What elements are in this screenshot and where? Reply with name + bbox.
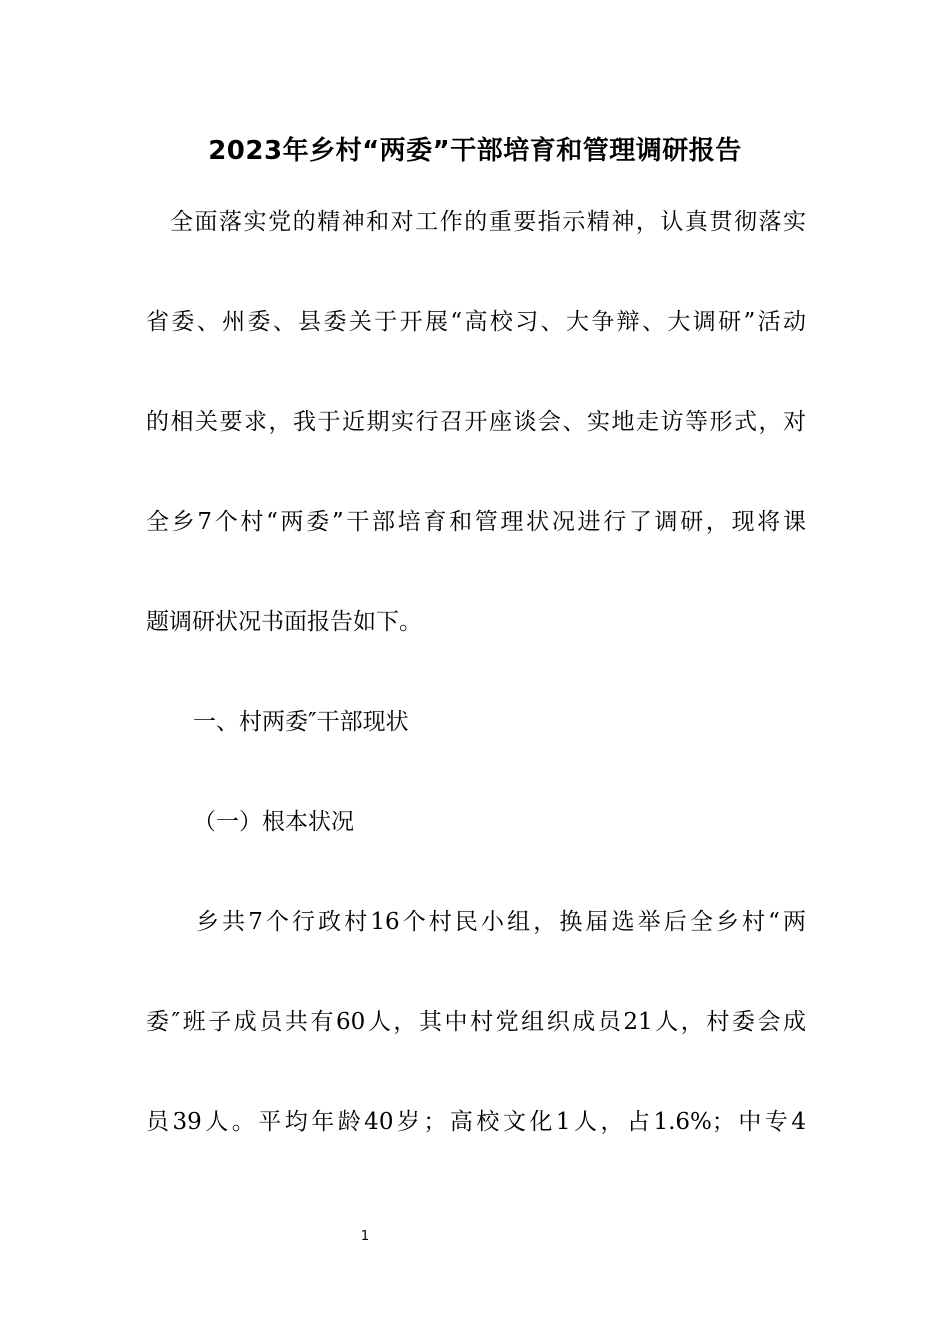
document-title: 2023年乡村“两委”干部培育和管理调研报告 [208, 136, 742, 166]
intro-line-2: 省委、州委、县委关于开展“高校习、大争辩、大调研”活动 [146, 309, 806, 335]
body-line-2: 委″班子成员共有60人，其中村党组织成员21人，村委会成 [146, 1009, 806, 1035]
body-line-3: 员39人。平均年龄40岁；高校文化1人，占1.6%；中专4 [146, 1109, 806, 1135]
page-number: 1 [360, 1229, 370, 1244]
intro-line-4: 全乡7个村“两委”干部培育和管理状况进行了调研，现将课 [146, 509, 806, 535]
section-heading: 一、村两委″干部现状 [193, 709, 409, 735]
intro-line-5: 题调研状况书面报告如下。 [146, 609, 422, 635]
subsection-heading: （一）根本状况 [193, 809, 354, 835]
intro-line-1: 全面落实党的精神和对工作的重要指示精神，认真贯彻落实 [170, 209, 806, 235]
intro-line-3: 的相关要求，我于近期实行召开座谈会、实地走访等形式，对 [146, 409, 806, 435]
body-line-1: 乡共7个行政村16个村民小组，换届选举后全乡村“两 [196, 909, 806, 935]
